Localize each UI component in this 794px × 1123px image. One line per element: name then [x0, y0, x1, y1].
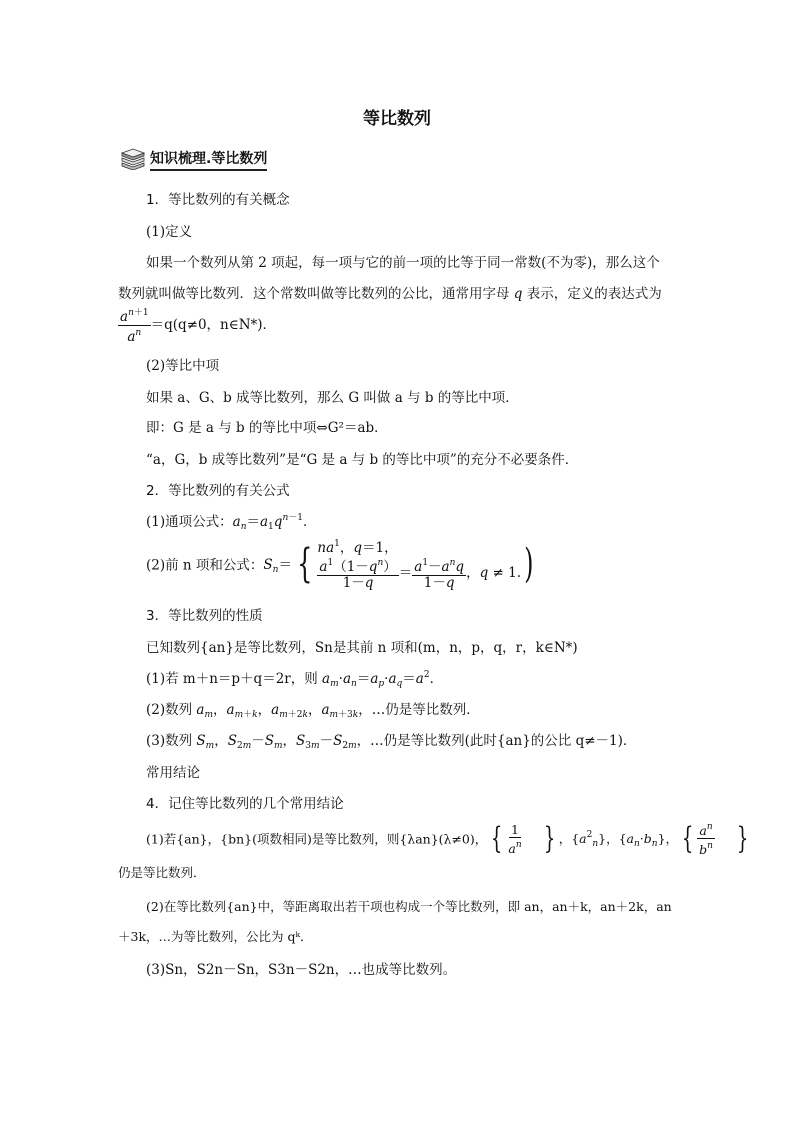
section-header	[120, 146, 267, 172]
property-3: (3)数列 $S_m$，$S_{2m}-S_m$，$S_{3m}-S_{2m}$，…仍是等比数列(此时{an}的公比 q≠－1)．	[146, 733, 637, 751]
piecewise-cases: $na^1$，q＝1， $\frac{a^1(1-q^n)}{1-q}$ ＝ $\frac{a^1-a^nq}{1-q}$ ，q ≠ 1.	[317, 539, 521, 591]
books-icon	[120, 148, 146, 170]
mean-line-3: “a，G，b 成等比数列”是“G 是 a 与 b 的等比中项”的充分不必要条件．	[146, 452, 579, 468]
sub-definition: (1)定义	[146, 224, 193, 240]
heading-properties: 3．等比数列的性质	[146, 608, 263, 624]
ratio-fraction: $\frac{a^{n+1}}{a^n}$	[120, 308, 149, 345]
heading-conclusions: 4．记住等比数列的几个常用结论	[146, 796, 344, 812]
common-conclusions-label: 常用结论	[146, 765, 200, 781]
mean-line-1: 如果 a、G、b 成等比数列，那么 G 叫做 a 与 b 的等比中项．	[146, 390, 519, 406]
conclusion-1: (1)若{an}，{bn}(项数相同)是等比数列，则{λan}(λ≠0)， { $\frac{1}{a^n}$ } ，$\{a^2_n\}$，$\{a_n\cdot b_n\}$， { $\frac{a^n}{b^n}$ }	[146, 820, 749, 857]
conclusion-2-line-1: (2)在等比数列{an}中，等距离取出若干项也构成一个等比数列，即 an，an＋k，an＋2k，an	[146, 899, 672, 914]
properties-intro: 已知数列{an}是等比数列，Sn是其前 n 项和(m，n，p，q，r，k∈N*)	[146, 640, 578, 656]
property-1: (1)若 m＋n＝p＋q＝2r，则 $a_m\cdot a_n=a_p\cdot a_q=a^2$．	[146, 670, 444, 689]
right-brace: )	[524, 540, 534, 587]
conclusion-3: (3)Sn，S2n－Sn，S3n－S2n，…也成等比数列。	[146, 962, 457, 978]
left-brace: {	[297, 540, 313, 587]
heading-formulas: 2．等比数列的有关公式	[146, 483, 290, 499]
definition-line-2: 数列就叫做等比数列．这个常数叫做等比数列的公比，通常用字母 q 表示，定义的表达式为	[118, 286, 662, 302]
conclusion-2-line-2: ＋3k，…为等比数列，公比为 qᵏ．	[118, 929, 313, 944]
definition-formula: $\frac{a^{n+1}}{a^n}$ ＝q(q≠0，n∈N*)．	[120, 308, 277, 345]
conclusion-1-tail: 仍是等比数列．	[118, 865, 206, 880]
general-term-formula: (1)通项公式：$a_n=a_1q^{n-1}$．	[146, 513, 317, 532]
page-title: 等比数列	[363, 109, 431, 129]
sum-formula: (2)前 n 项和公式：$S_n=$ { $na^1$，q＝1， $\frac{a^1(1-q^n)}{1-q}$ ＝ $\frac{a^1-a^nq}{1-q}$ ，q ≠ 1. )	[146, 536, 537, 591]
section-title: 知识梳理.等比数列	[150, 148, 267, 171]
mean-line-2: 即：G 是 a 与 b 的等比中项⇔G²＝ab．	[146, 420, 388, 436]
property-2: (2)数列 $a_m$，$a_{m+k}$，$a_{m+2k}$，$a_{m+3k}$，…仍是等比数列．	[146, 702, 480, 720]
definition-line-1: 如果一个数列从第 2 项起，每一项与它的前一项的比等于同一常数(不为零)，那么这个	[146, 255, 660, 271]
heading-concepts: 1．等比数列的有关概念	[146, 192, 290, 208]
sub-geometric-mean: (2)等比中项	[146, 358, 220, 374]
